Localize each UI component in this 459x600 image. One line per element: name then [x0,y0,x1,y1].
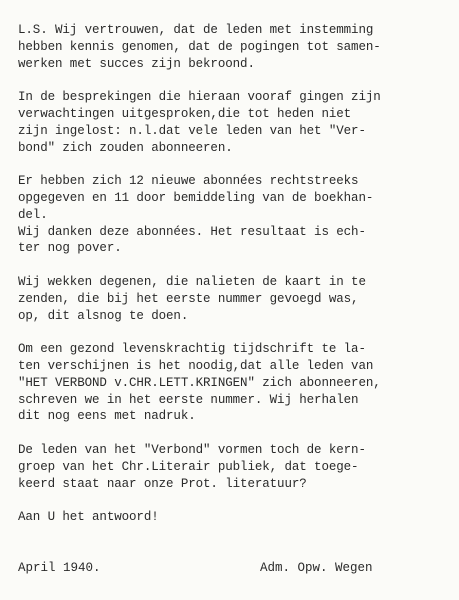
paragraph-3 [18,173,448,257]
text-line: De leden van het "Verbond" vormen toch de kern- [18,442,366,457]
text-line: opgegeven en 11 door bemiddeling van de boekhan- [18,190,374,205]
date: April 1940. [18,561,101,575]
text-line: "HET VERBOND v.CHR.LETT.KRINGEN" zich abonneeren, [18,375,381,390]
text-line: zenden, die bij het eerste nummer gevoegd was, [18,291,359,306]
paragraph-5 [18,341,448,425]
paragraph-4 [18,274,448,324]
text-line: In de besprekingen die hieraan vooraf gingen zijn [18,90,381,105]
text-line: op, dit alsnog te doen. [18,308,189,323]
text-line: del. [18,207,48,222]
paragraph-1 [18,22,448,72]
text-line: keerd staat naar onze Prot. literatuur? [18,476,307,491]
text-line: ter nog pover. [18,241,122,256]
body-text [18,22,448,543]
text-line: hebben kennis genomen, dat de pogingen tot samen- [18,39,381,54]
signature: Adm. Opw. Wegen [260,561,373,575]
text-line: bond" zich zouden abonneeren. [18,140,233,155]
text-line: groep van het Chr.Literair publiek, dat toege- [18,459,359,474]
text-line: L.S. Wij vertrouwen, dat de leden met instemming [18,23,374,37]
paragraph-2 [18,89,448,156]
text-line: dit nog eens met nadruk. [18,409,196,424]
text-line: werken met succes zijn bekroond. [18,56,255,71]
text-line: schreven we in het eerste nummer. Wij herhalen [18,392,359,407]
text-line: ten verschijnen is het noodig,dat alle leden van [18,358,374,373]
paragraph-7 [18,509,448,526]
text-line: Aan U het antwoord! [18,510,159,525]
text-line: zijn ingelost: n.l.dat vele leden van het "Ver- [18,123,366,138]
text-line: Wij danken deze abonnées. Het resultaat is ech- [18,224,366,239]
text-line: Wij wekken degenen, die nalieten de kaart in te [18,274,366,289]
paragraph-6 [18,442,448,492]
text-line: Om een gezond levenskrachtig tijdschrift te la- [18,342,366,357]
text-line: verwachtingen uitgesproken,die tot heden niet [18,106,352,121]
text-line: Er hebben zich 12 nieuwe abonnées rechtstreeks [18,174,359,189]
